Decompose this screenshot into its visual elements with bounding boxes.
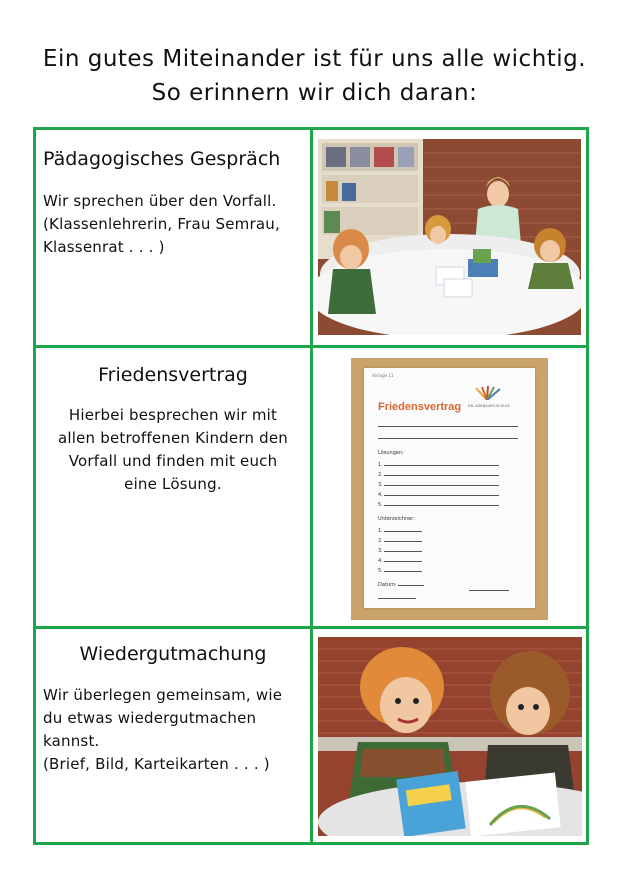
- heading-line-2: So erinnern wir dich daran:: [151, 80, 478, 106]
- signature-line: [378, 598, 416, 599]
- row-title: Friedensvertrag: [98, 364, 248, 386]
- contract-line: [378, 426, 518, 427]
- school-name: DR.-ADENAUER-SCHULE: [468, 404, 510, 408]
- signers-list: 1. 2. 3. 4. 5.: [378, 526, 422, 576]
- cell-friedensvertrag: [33, 345, 313, 629]
- heading-line-1: Ein gutes Miteinander ist für uns alle wichtig.: [42, 46, 587, 72]
- contract-corner-label: Vorlage 11: [372, 373, 394, 378]
- solutions-label: Lösungen:: [378, 450, 404, 456]
- contract-line: [378, 438, 518, 439]
- row-title: Wiedergutmachung: [79, 643, 267, 665]
- cell-photo-contract: [310, 345, 589, 629]
- photo-puppets-with-letter: [318, 637, 582, 836]
- signature-line: [469, 590, 509, 591]
- cell-wiedergutmachung: [33, 626, 313, 845]
- page-heading: [0, 42, 629, 110]
- contract-title: Friedensvertrag: [378, 401, 462, 413]
- photo-peace-contract: [351, 358, 548, 620]
- row-description: Wir sprechen über den Vorfall. (Klassenlehrerin, Frau Semrau, Klassenrat . . . ): [43, 192, 280, 256]
- date-row: Datum:: [378, 582, 424, 588]
- cell-photo-amends: [310, 626, 589, 845]
- row-description: Wir überlegen gemeinsam, wie du etwas wiedergutmachen kannst. (Brief, Bild, Karteikarten . . . ): [43, 686, 283, 773]
- school-logo-icon: [472, 386, 502, 400]
- cell-photo-conversation: [310, 127, 589, 348]
- signers-label: Unterzeichner:: [378, 516, 415, 522]
- row-description: Hierbei besprechen wir mit allen betroffenen Kindern den Vorfall und finden mit euch eine Lösung.: [58, 406, 288, 493]
- cell-paedagogisches-gespraech: [33, 127, 313, 348]
- photo-teacher-with-puppets: [318, 139, 581, 335]
- measures-table: [33, 127, 589, 845]
- row-title: Pädagogisches Gespräch: [43, 148, 281, 170]
- solutions-list: 1. 2. 3. 4. 5.: [378, 460, 499, 510]
- contract-sheet: [364, 368, 535, 608]
